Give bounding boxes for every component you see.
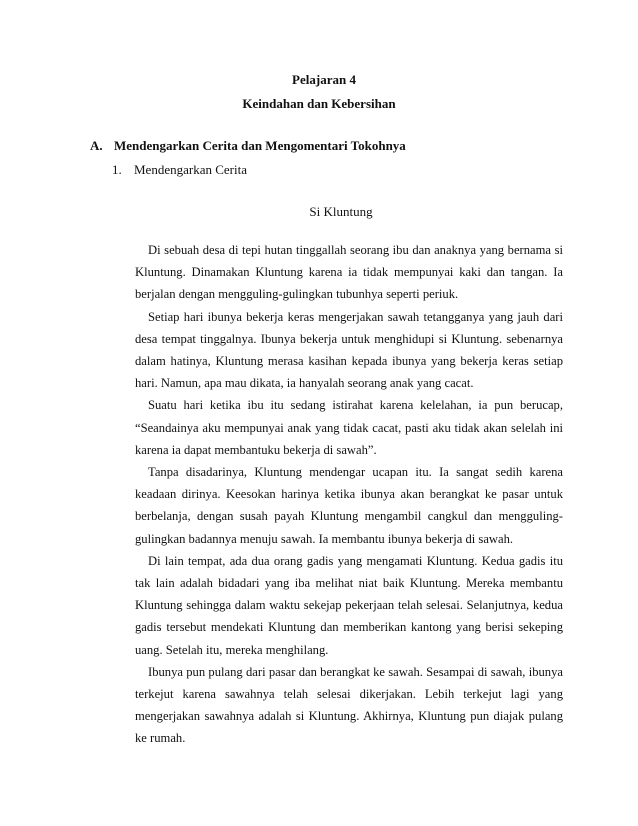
story-body xyxy=(135,239,563,750)
story-title: Si Kluntung xyxy=(309,204,373,219)
story-paragraph: Setiap hari ibunya bekerja keras mengerjakan sawah tetangganya yang jauh dari desa tempat tinggalnya. Ibunya bekerja untuk menghidupi si Kluntung. sebenarnya dalam hatinya, Kluntung merasa kasihan kepada ibunya yang bekerja keras setiap hari. Namun, apa mau dikata, ia hanyalah seorang anak yang cacat. xyxy=(135,309,563,391)
subsection-number: 1. xyxy=(112,162,122,177)
subsection-heading xyxy=(112,162,247,178)
section-heading xyxy=(90,138,406,154)
story-paragraph: Tanpa disadarinya, Kluntung mendengar ucapan itu. Ia sangat sedih karena keadaan dirinya. Keesokan harinya ketika ibunya akan berangkat ke pasar untuk berbelanja, dengan susah payah Kluntung mengambil cangkul dan mengguling-gulingkan badannya menuju sawah. Ia membantu ibunya bekerja di sawah. xyxy=(135,465,563,546)
section-title: Mendengarkan Cerita dan Mengomentari Tokohnya xyxy=(114,138,406,153)
section-letter: A. xyxy=(90,138,103,153)
story-paragraph: Di lain tempat, ada dua orang gadis yang mengamati Kluntung. Kedua gadis itu tak lain adalah bidadari yang iba melihat niat baik Kluntung. Mereka membantu Kluntung sehingga dalam waktu sekejap pekerjaan telah selesai. Selanjutnya, kedua gadis tersebut mendekati Kluntung dan memberikan kantong yang berisi sekeping uang. Setelah itu, mereka menghilang. xyxy=(135,553,563,657)
story-paragraph: Ibunya pun pulang dari pasar dan berangkat ke sawah. Sesampai di sawah, ibunya terkejut karena sawahnya telah selesai dikerjakan. Lebih terkejut lagi yang mengerjakan sawahnya adalah si Kluntung. Akhirnya, Kluntung pun diajak pulang ke rumah. xyxy=(135,664,563,746)
story-paragraph: Suatu hari ketika ibu itu sedang istirahat karena kelelahan, ia pun berucap, “Seandainya aku mempunyai anak yang tidak cacat, pasti aku tidak akan selelah ini karena ia dapat membantuku bekerja di sawah”. xyxy=(135,398,563,457)
lesson-subtitle: Keindahan dan Kebersihan xyxy=(242,96,396,111)
subsection-title: Mendengarkan Cerita xyxy=(134,162,247,177)
story-paragraph: Di sebuah desa di tepi hutan tinggallah seorang ibu dan anaknya yang bernama si Kluntung. Dinamakan Kluntung karena ia tidak mempunyai kaki dan tangan. Ia berjalan dengan mengguling-gulingkan tubunhya seperti periuk. xyxy=(135,243,563,302)
lesson-title: Pelajaran 4 xyxy=(292,72,356,87)
